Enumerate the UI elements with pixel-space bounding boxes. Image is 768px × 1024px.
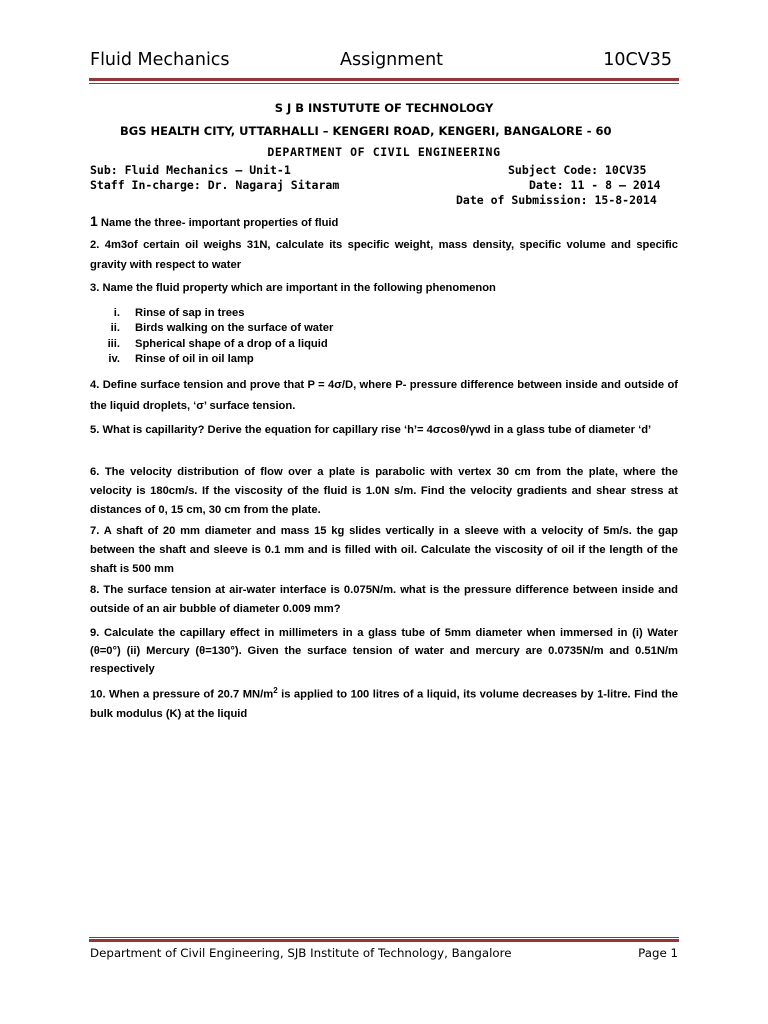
- list-item: Rinse of oil in oil lamp: [135, 353, 254, 365]
- question-number: 1: [90, 213, 98, 229]
- question-text: Define surface tension and prove that P = 4σ/D, where P- pressure difference between inside and outside of the liquid droplets, ‘σ’ surface tension.: [90, 379, 679, 412]
- department-name: DEPARTMENT OF CIVIL ENGINEERING: [267, 145, 501, 159]
- list-item-number: i.: [113, 307, 120, 319]
- footer-rule-thick: [89, 939, 679, 942]
- question-text: What is capillarity? Derive the equation for capillary rise ‘h’= 4σcosθ/γwd in a glass tube of diameter ‘d’: [102, 424, 652, 436]
- question-4: [90, 375, 678, 417]
- question-number: 6.: [90, 466, 100, 478]
- question-text: When a pressure of 20.7 MN/m: [109, 688, 274, 701]
- list-item-number: iv.: [108, 353, 120, 365]
- list-item: Birds walking on the surface of water: [135, 322, 334, 334]
- footer-department: Department of Civil Engineering, SJB Institute of Technology, Bangalore: [90, 946, 512, 960]
- question-number: 10.: [90, 688, 106, 701]
- list-item: Spherical shape of a drop of a liquid: [135, 338, 328, 350]
- question-2: [90, 235, 678, 275]
- header-rule-thick: [89, 78, 679, 81]
- question-number: 9.: [90, 627, 100, 639]
- list-item: Rinse of sap in trees: [135, 307, 245, 319]
- institution-address: BGS HEALTH CITY, UTTARHALLI – KENGERI ROAD, KENGERI, BANGALORE - 60: [120, 124, 612, 138]
- question-1: [90, 211, 678, 233]
- question-number: 3.: [90, 282, 100, 294]
- superscript: 2: [273, 686, 278, 695]
- question-number: 2.: [90, 239, 100, 251]
- header-doc-type: Assignment: [340, 50, 444, 70]
- list-item-number: ii.: [110, 322, 120, 334]
- question-8: [90, 581, 678, 619]
- question-text: Calculate the capillary effect in millimeters in a glass tube of 5mm diameter when immersed in (i) Water (θ=0°) (ii) Mercury (θ=130°). Given the surface tension of water and mercury are 0.0735N/m and 0.51N/m respectively: [90, 627, 679, 675]
- header-rule-thin: [89, 83, 679, 84]
- question-6: [90, 463, 678, 520]
- header-code: 10CV35: [603, 50, 672, 70]
- subject-line: Sub: Fluid Mechanics – Unit-1: [90, 163, 291, 177]
- footer-page-number: Page 1: [638, 946, 678, 960]
- question-5: [90, 420, 678, 440]
- assignment-date: Date: 11 - 8 – 2014: [529, 178, 661, 192]
- institution-name: S J B INSTUTUTE OF TECHNOLOGY: [274, 101, 494, 115]
- submission-date: Date of Submission: 15-8-2014: [456, 193, 657, 207]
- question-number: 7.: [90, 525, 100, 537]
- question-number: 5.: [90, 424, 100, 436]
- subject-code: Subject Code: 10CV35: [508, 163, 647, 177]
- staff-line: Staff In-charge: Dr. Nagaraj Sitaram: [90, 178, 340, 192]
- running-header: [90, 50, 672, 76]
- question-text: Name the fluid property which are important in the following phenomenon: [102, 282, 496, 294]
- question-number: 8.: [90, 584, 100, 596]
- question-text: The velocity distribution of flow over a plate is parabolic with vertex 30 cm from the plate, where the velocity is 180cm/s. If the viscosity of the fluid is 1.0N s/m. Find the velocity gradients and shear stress at distances of 0, 15 cm, 30 cm from the plate.: [90, 466, 678, 516]
- question-text: The surface tension at air-water interface is 0.075N/m. what is the pressure difference between inside and outside of an air bubble of diameter 0.009 mm?: [90, 584, 679, 615]
- question-10: [90, 681, 678, 724]
- question-7: [90, 522, 678, 579]
- question-text: A shaft of 20 mm diameter and mass 15 kg slides vertically in a sleeve with a velocity of 5m/s. the gap between the shaft and sleeve is 0.1 mm and is filled with oil. Calculate the viscosity of oil if the length of the shaft is 500 mm: [90, 525, 679, 575]
- question-text-cont: is applied to 100 litres of a liquid, its volume decreases by 1-litre. Find the bulk modulus (K) at the liquid: [90, 688, 679, 720]
- question-3: [90, 278, 678, 298]
- question-number: 4.: [90, 379, 100, 391]
- question-9: [90, 624, 678, 678]
- header-subject: Fluid Mechanics: [90, 50, 230, 70]
- question-text: 4m3of certain oil weighs 31N, calculate its specific weight, mass density, specific volume and specific gravity with respect to water: [90, 239, 678, 271]
- list-item-number: iii.: [107, 338, 120, 350]
- footer-rule-thin: [89, 937, 679, 938]
- question-text: Name the three- important properties of fluid: [100, 217, 339, 229]
